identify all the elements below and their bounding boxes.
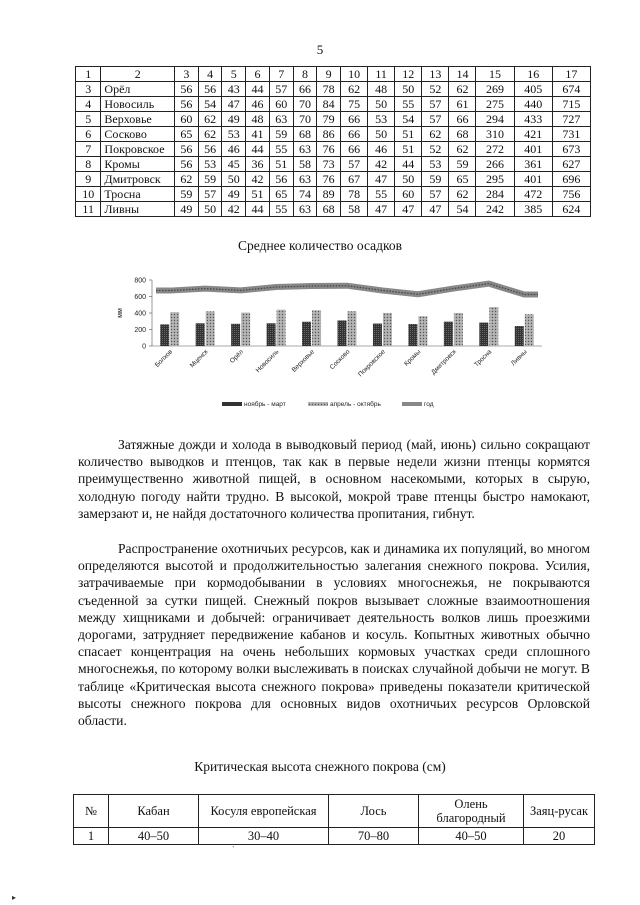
bar-nov-mar (373, 324, 382, 346)
snow-cell: 40–50 (109, 828, 199, 845)
table-cell: 50 (395, 172, 422, 187)
precipitation-table (75, 66, 591, 217)
table-cell: 295 (476, 172, 514, 187)
table-cell: 57 (269, 82, 293, 97)
table-cell: 56 (269, 172, 293, 187)
table-cell: 68 (449, 127, 476, 142)
table-row (76, 187, 591, 202)
table-cell: 78 (341, 187, 368, 202)
x-tick-label: Новосиль (254, 348, 281, 375)
y-tick-label: 200 (134, 327, 146, 334)
table-cell: 46 (222, 142, 246, 157)
table-cell: 89 (317, 187, 341, 202)
snow-header-red-deer: Олень благородный (419, 795, 524, 828)
table-cell: 74 (293, 187, 317, 202)
table-cell: 57 (198, 187, 222, 202)
table-cell: 50 (198, 202, 222, 217)
snow-cell: 1 (74, 828, 109, 845)
legend-year-swatch (402, 402, 422, 406)
legend-year-label: год (424, 401, 434, 408)
table-row (76, 157, 591, 172)
table-cell: 53 (368, 112, 395, 127)
table-row (76, 97, 591, 112)
table-cell: 54 (395, 112, 422, 127)
bar-apr-oct (383, 313, 392, 346)
table-cell: 67 (341, 172, 368, 187)
snow-cell: 20 (524, 828, 595, 845)
table-cell: 43 (222, 82, 246, 97)
table-cell: 56 (174, 97, 198, 112)
table-cell: 44 (246, 142, 270, 157)
table-cell: 294 (476, 112, 514, 127)
table-cell: 62 (174, 172, 198, 187)
table-cell: 36 (246, 157, 270, 172)
table-cell: 55 (368, 187, 395, 202)
snow-cell: 70–80 (329, 828, 419, 845)
snow-table-row (74, 828, 595, 845)
x-tick-label: Мценск (188, 348, 210, 370)
table-cell: 58 (293, 157, 317, 172)
table-cell: 4 (198, 67, 222, 82)
table-row (76, 172, 591, 187)
table-cell: 624 (552, 202, 590, 217)
scan-speck: ` (232, 845, 235, 854)
table-cell: 44 (246, 82, 270, 97)
table-cell: 10 (76, 187, 101, 202)
table-cell: 84 (317, 97, 341, 112)
table-cell: 8 (76, 157, 101, 172)
table-cell: 44 (395, 157, 422, 172)
table-cell: 266 (476, 157, 514, 172)
table-cell: 49 (174, 202, 198, 217)
table-cell: 56 (198, 82, 222, 97)
y-tick-label: 600 (134, 294, 146, 301)
snow-depth-table (73, 794, 595, 845)
station-name-cell: Дмитровск (101, 172, 175, 187)
table-cell: 401 (514, 172, 552, 187)
table-cell: 7 (76, 142, 101, 157)
table-cell: 60 (174, 112, 198, 127)
table-cell: 44 (246, 202, 270, 217)
table-cell: 56 (174, 82, 198, 97)
table-cell: 310 (476, 127, 514, 142)
table-row (76, 142, 591, 157)
table-cell: 47 (422, 202, 449, 217)
bar-apr-oct (525, 314, 534, 346)
table-cell: 385 (514, 202, 552, 217)
table-cell: 79 (317, 112, 341, 127)
table-row (76, 127, 591, 142)
bar-apr-oct (170, 312, 179, 346)
x-tick-label: Дмитровск (430, 348, 458, 377)
bar-apr-oct (418, 316, 427, 346)
table-cell: 56 (174, 157, 198, 172)
table-cell: 59 (449, 157, 476, 172)
y-tick-label: 0 (142, 343, 146, 351)
table-cell: 4 (76, 97, 101, 112)
table-cell: 5 (222, 67, 246, 82)
table-cell: 78 (317, 82, 341, 97)
x-tick-label: Ливны (509, 348, 529, 368)
legend-nov-mar-swatch (222, 402, 242, 406)
table-cell: 56 (198, 142, 222, 157)
paragraph-1: Затяжные дожди и холода в выводковый период (май, июнь) сильно сокращают количество выводков и птенцов, так как в первые недели жизни птенцы кормятся преимущественно животной пищей, в основном насекомыми, которых в сырую, холодную погоду найти трудно. В высокой, мокрой траве птенцы быстро намокают, замерзают и, не найдя достаточного количества пропитания, гибнут. (78, 437, 590, 521)
precipitation-chart (110, 268, 550, 418)
table-cell: 627 (552, 157, 590, 172)
table-cell: 61 (449, 97, 476, 112)
table-cell: 70 (293, 112, 317, 127)
table-cell: 5 (76, 112, 101, 127)
bar-nov-mar (267, 323, 276, 346)
table-cell: 8 (293, 67, 317, 82)
snow-header-hare: Заяц-русак (524, 795, 595, 828)
chart-title: Среднее количество осадков (238, 238, 402, 253)
table-cell: 6 (246, 67, 270, 82)
table-cell: 62 (449, 82, 476, 97)
table-cell: 48 (368, 82, 395, 97)
legend-nov-mar-label: ноябрь - март (244, 401, 286, 408)
table-cell: 63 (269, 112, 293, 127)
table-cell: 66 (341, 142, 368, 157)
table-cell: 55 (269, 202, 293, 217)
table-cell: 48 (246, 112, 270, 127)
bar-apr-oct (489, 307, 498, 346)
scan-speck: ▸ (12, 893, 17, 902)
table-cell: 63 (293, 202, 317, 217)
table-cell: 76 (317, 172, 341, 187)
table-row (76, 202, 591, 217)
table-cell: 55 (269, 142, 293, 157)
table-cell: 52 (422, 82, 449, 97)
table-cell: 54 (449, 202, 476, 217)
y-tick-label: 800 (134, 277, 146, 285)
table-cell: 242 (476, 202, 514, 217)
bar-apr-oct (277, 310, 286, 346)
snow-header-number: № (74, 795, 109, 828)
table-cell: 59 (174, 187, 198, 202)
table-cell: 62 (449, 187, 476, 202)
table-cell: 49 (222, 187, 246, 202)
snow-header-roe-deer: Косуля европейская (199, 795, 329, 828)
station-name-cell: Новосиль (101, 97, 175, 112)
bar-nov-mar (160, 324, 169, 346)
table-cell: 41 (246, 127, 270, 142)
legend-apr-oct-label: апрель - октябрь (330, 401, 381, 408)
table-cell: 421 (514, 127, 552, 142)
bar-nov-mar (231, 324, 240, 346)
table-cell: 56 (174, 142, 198, 157)
table-cell: 405 (514, 82, 552, 97)
table-cell: 47 (368, 202, 395, 217)
table-cell: 7 (269, 67, 293, 82)
table-cell: 9 (76, 172, 101, 187)
x-tick-label: Орёл (228, 348, 246, 365)
table-cell: 440 (514, 97, 552, 112)
table-cell: 47 (368, 172, 395, 187)
table-cell: 50 (395, 82, 422, 97)
table-cell: 9 (317, 67, 341, 82)
snow-table-header-row (74, 795, 595, 828)
table-cell: 42 (368, 157, 395, 172)
table-header-row (76, 67, 591, 82)
table-cell: 727 (552, 112, 590, 127)
table-cell: 51 (269, 157, 293, 172)
table-cell: 73 (317, 157, 341, 172)
snow-cell: 40–50 (419, 828, 524, 845)
table-cell: 53 (422, 157, 449, 172)
bar-nov-mar (338, 320, 347, 346)
bar-apr-oct (206, 311, 215, 346)
table-cell: 3 (76, 82, 101, 97)
table-cell: 50 (222, 172, 246, 187)
table-cell: 62 (341, 82, 368, 97)
table-cell: 674 (552, 82, 590, 97)
station-name-cell: Кромы (101, 157, 175, 172)
table-row (76, 112, 591, 127)
table-cell: 70 (293, 97, 317, 112)
station-name-cell: Тросна (101, 187, 175, 202)
table-cell: 275 (476, 97, 514, 112)
table-cell: 54 (198, 97, 222, 112)
table-cell: 12 (395, 67, 422, 82)
table-cell: 52 (422, 142, 449, 157)
table-cell: 57 (422, 112, 449, 127)
bar-nov-mar (196, 323, 205, 346)
table-cell: 63 (293, 172, 317, 187)
table-cell: 65 (174, 127, 198, 142)
table-cell: 756 (552, 187, 590, 202)
y-axis-label: мм (117, 308, 124, 318)
table-cell: 62 (198, 127, 222, 142)
bar-nov-mar (444, 322, 453, 346)
table-cell: 50 (368, 127, 395, 142)
x-tick-label: Болхов (153, 348, 175, 369)
station-name-cell: Сосково (101, 127, 175, 142)
bar-apr-oct (348, 311, 357, 346)
table-cell: 472 (514, 187, 552, 202)
table-cell: 46 (368, 142, 395, 157)
legend-apr-oct-swatch (308, 402, 328, 406)
table-cell: 66 (341, 112, 368, 127)
table-cell: 3 (174, 67, 198, 82)
snow-table-title: Критическая высота снежного покрова (см) (194, 759, 446, 774)
table-cell: 47 (222, 97, 246, 112)
table-cell: 47 (395, 202, 422, 217)
table-cell: 42 (246, 172, 270, 187)
table-cell: 86 (317, 127, 341, 142)
bar-nov-mar (408, 324, 417, 346)
table-cell: 57 (422, 97, 449, 112)
table-cell: 2 (101, 67, 175, 82)
bar-nov-mar (479, 323, 488, 346)
table-cell: 55 (395, 97, 422, 112)
table-cell: 361 (514, 157, 552, 172)
table-cell: 53 (198, 157, 222, 172)
table-cell: 60 (395, 187, 422, 202)
table-cell: 62 (198, 112, 222, 127)
table-cell: 11 (76, 202, 101, 217)
table-cell: 16 (514, 67, 552, 82)
table-cell: 673 (552, 142, 590, 157)
table-cell: 75 (341, 97, 368, 112)
x-tick-label: Верховье (290, 348, 316, 374)
table-cell: 6 (76, 127, 101, 142)
table-cell: 51 (395, 127, 422, 142)
paragraph-2: Распространение охотничьих ресурсов, как и динамика их популяций, во многом определяются высотой и продолжительностью залегания снежного покрова. Усилия, затрачиваемые при кормодобывании в условиях многоснежья, не покрываются съеденной за сутки пищей. Снежный покров вызывает сложные взаимоотношения между хищниками и добычей: ограничивает деятельность волков лишь проезжими дорогами, затрудняет передвижение кабанов и косуль. Копытных животных обычно спасает концентрация на очень небольших кормовых участках среди сплошного многоснежья, по которому волки выслеживать в поисках случайной добычи не могут. В таблице «Критическая высота снежного покрова» приведены показатели критической высоты снежного покрова для основных видов охотничьих ресурсов Орловской области. (78, 541, 590, 729)
table-cell: 60 (269, 97, 293, 112)
table-cell: 58 (341, 202, 368, 217)
bar-apr-oct (241, 313, 250, 346)
table-cell: 731 (552, 127, 590, 142)
table-cell: 49 (222, 112, 246, 127)
table-cell: 66 (341, 127, 368, 142)
page-number: 5 (316, 42, 324, 57)
table-cell: 65 (269, 187, 293, 202)
table-cell: 11 (368, 67, 395, 82)
table-cell: 62 (449, 142, 476, 157)
station-name-cell: Верховье (101, 112, 175, 127)
table-cell: 50 (368, 97, 395, 112)
station-name-cell: Ливны (101, 202, 175, 217)
table-cell: 57 (341, 157, 368, 172)
table-cell: 59 (198, 172, 222, 187)
table-row (76, 82, 591, 97)
table-cell: 45 (222, 157, 246, 172)
table-cell: 15 (476, 67, 514, 82)
table-cell: 57 (422, 187, 449, 202)
y-tick-label: 400 (134, 310, 146, 318)
table-cell: 59 (422, 172, 449, 187)
station-name-cell: Покровское (101, 142, 175, 157)
table-cell: 696 (552, 172, 590, 187)
snow-header-moose: Лось (329, 795, 419, 828)
bar-nov-mar (515, 326, 524, 346)
table-cell: 272 (476, 142, 514, 157)
x-tick-label: Кромы (403, 348, 423, 368)
table-cell: 10 (341, 67, 368, 82)
table-cell: 14 (449, 67, 476, 82)
table-cell: 1 (76, 67, 101, 82)
table-cell: 51 (395, 142, 422, 157)
table-cell: 46 (246, 97, 270, 112)
table-cell: 62 (422, 127, 449, 142)
table-cell: 17 (552, 67, 590, 82)
bar-apr-oct (454, 313, 463, 346)
table-cell: 59 (269, 127, 293, 142)
x-tick-label: Сосково (328, 348, 352, 372)
table-cell: 63 (293, 142, 317, 157)
table-cell: 433 (514, 112, 552, 127)
bar-apr-oct (312, 310, 321, 346)
x-tick-label: Тросна (473, 348, 494, 369)
table-cell: 715 (552, 97, 590, 112)
table-cell: 42 (222, 202, 246, 217)
table-cell: 65 (449, 172, 476, 187)
table-cell: 66 (449, 112, 476, 127)
table-cell: 51 (246, 187, 270, 202)
station-name-cell: Орёл (101, 82, 175, 97)
table-cell: 68 (293, 127, 317, 142)
table-cell: 68 (317, 202, 341, 217)
table-cell: 284 (476, 187, 514, 202)
table-cell: 13 (422, 67, 449, 82)
table-cell: 66 (293, 82, 317, 97)
bar-nov-mar (302, 322, 311, 346)
snow-cell: 30–40 (199, 828, 329, 845)
table-cell: 76 (317, 142, 341, 157)
table-cell: 53 (222, 127, 246, 142)
snow-header-boar: Кабан (109, 795, 199, 828)
table-cell: 269 (476, 82, 514, 97)
table-cell: 401 (514, 142, 552, 157)
x-tick-label: Покровское (357, 348, 387, 379)
